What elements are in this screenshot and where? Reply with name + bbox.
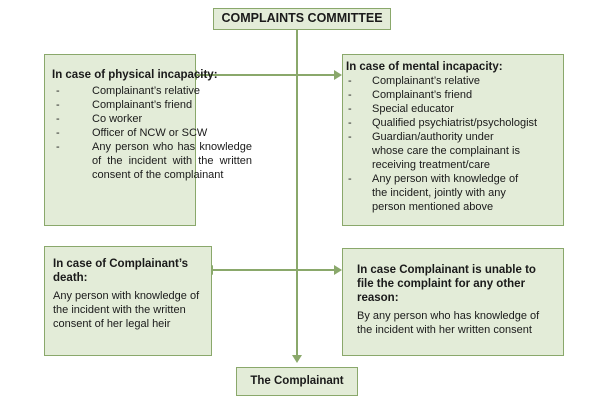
list-item: - Qualified psychiatrist/psychologist: [344, 116, 562, 130]
arrow-unable: [334, 265, 342, 275]
connector-mental: [298, 74, 334, 76]
physical-list: [52, 84, 252, 182]
list-item: - Guardian/authority under whose care the complainant is receiving treatment/care: [344, 130, 522, 172]
list-item: - Any person who has knowledge of the incident with the written consent of the complainant: [52, 140, 252, 182]
unable-to-file-box: [342, 248, 564, 356]
death-text: Any person with knowledge of the incident with the written consent of her legal heir: [53, 290, 200, 330]
list-item: - Complainant’s relative: [344, 74, 562, 88]
connector-unable: [298, 269, 334, 271]
complainant-death-box: [44, 246, 212, 356]
complainant-box: [236, 367, 358, 396]
list-item: - Officer of NCW or SCW: [52, 126, 252, 140]
arrow-complainant: [292, 355, 302, 363]
committee-box: [213, 8, 391, 30]
list-item: - Special educator: [344, 102, 562, 116]
physical-incapacity-content: [52, 68, 252, 182]
committee-title: COMPLAINTS COMMITTEE: [221, 11, 383, 25]
list-item: - Any person with knowledge of the incident, jointly with any person mentioned above: [344, 172, 532, 214]
unable-heading: In case Complainant is unable to file the complaint for any other reason:: [357, 264, 536, 304]
arrow-mental: [334, 70, 342, 80]
mental-heading: In case of mental incapacity:: [346, 61, 503, 73]
unable-text: By any person who has knowledge of the incident with her written consent: [357, 310, 540, 336]
list-item: - Complainant’s relative: [52, 84, 252, 98]
physical-heading: In case of physical incapacity:: [52, 69, 218, 81]
mental-incapacity-content: [344, 60, 562, 214]
mental-list: [344, 74, 562, 214]
list-item: - Co worker: [52, 112, 252, 126]
death-heading: In case of Complainant’s death:: [53, 258, 189, 284]
complainant-title: The Complainant: [250, 375, 344, 387]
connector-death: [212, 269, 296, 271]
list-item: - Complainant’s friend: [344, 88, 562, 102]
trunk-line: [296, 30, 298, 355]
list-item: - Complainant’s friend: [52, 98, 252, 112]
